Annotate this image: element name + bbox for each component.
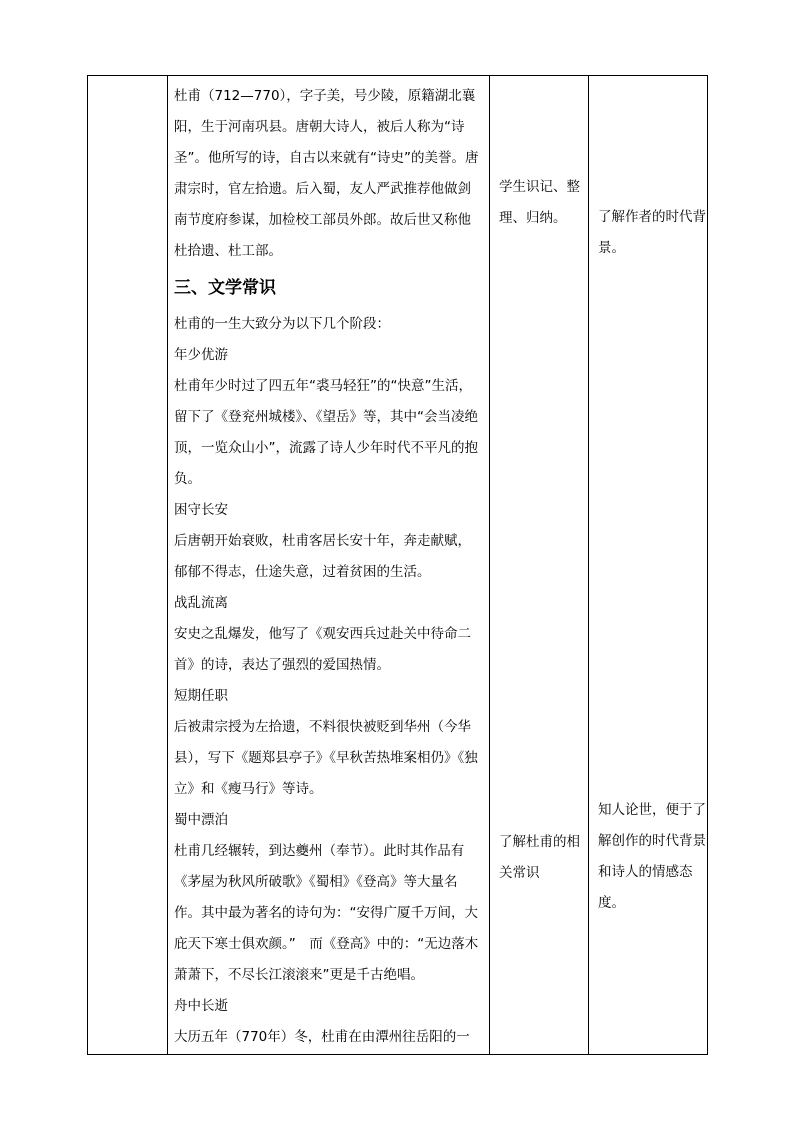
- stage-text: 杜甫年少时过了四五年“裘马轻狂”的“快意”生活，留下了《登兖州城楼》、《望岳》等，其中“会当凌绝顶，一览众山小”，流露了诗人少年时代不平凡的抱负。: [174, 378, 478, 487]
- stage-text: 后被肃宗授为左拾遗，不料很快被贬到华州（今华县），写下《题郑县亭子》《早秋苦热堆案相仍》《独立》和《瘦马行》等诗。: [174, 719, 478, 797]
- design-purpose-note: 了解作者的时代背景。: [598, 209, 706, 256]
- design-purpose-note: 知人论世，便于了解创作的时代背景和诗人的情感态度。: [598, 802, 706, 911]
- content-cell: [168, 76, 490, 1055]
- student-activity-note: 学生识记、整理、归纳。: [499, 179, 580, 226]
- stage-title: 年少优游: [174, 347, 228, 363]
- stage-title: 战乱流离: [174, 595, 228, 611]
- stage-text: 大历五年（770年）冬，杜甫在由潭州往岳阳的一: [174, 1029, 470, 1045]
- section-heading: 三、文学常识: [174, 278, 276, 298]
- author-intro: 杜甫（712—770），字子美，号少陵，原籍湖北襄阳，生于河南巩县。唐朝大诗人，被后人称为“诗圣”。他所写的诗，自古以来就有“诗史”的美誉。唐肃宗时，官左拾遗。后入蜀，友人严武推荐他做剑南节度府参谋，加检校工部员外郎。故后世又称他杜拾遗、杜工部。: [174, 88, 479, 259]
- stage-title: 短期任职: [174, 688, 228, 704]
- stage-text: 安史之乱爆发，他写了《观安西兵过赴关中待命二首》的诗，表达了强烈的爱国热情。: [174, 626, 471, 673]
- stage-title: 蜀中漂泊: [174, 812, 228, 828]
- stage-text: 后唐朝开始衰败，杜甫客居长安十年，奔走献赋，郁郁不得志，仕途失意，过着贫困的生活。: [174, 533, 471, 580]
- stage-text: 杜甫几经辗转，到达夔州（奉节）。此时其作品有《茅屋为秋风所破歌》《蜀相》《登高》等大量名作。其中最为著名的诗句为：“安得广厦千万间，大庇天下寒士俱欢颜。” 而《登高》中的：“无边落木萧萧下，不尽长江滚滚来”更是千古绝唱。: [174, 843, 479, 983]
- student-activity-note: 了解杜甫的相关常识: [499, 834, 580, 881]
- empty-left-cell: [88, 76, 168, 1055]
- stage-title: 困守长安: [174, 502, 228, 518]
- stages-intro: 杜甫的一生大致分为以下几个阶段：: [174, 316, 390, 332]
- stage-title: 舟中长逝: [174, 998, 228, 1014]
